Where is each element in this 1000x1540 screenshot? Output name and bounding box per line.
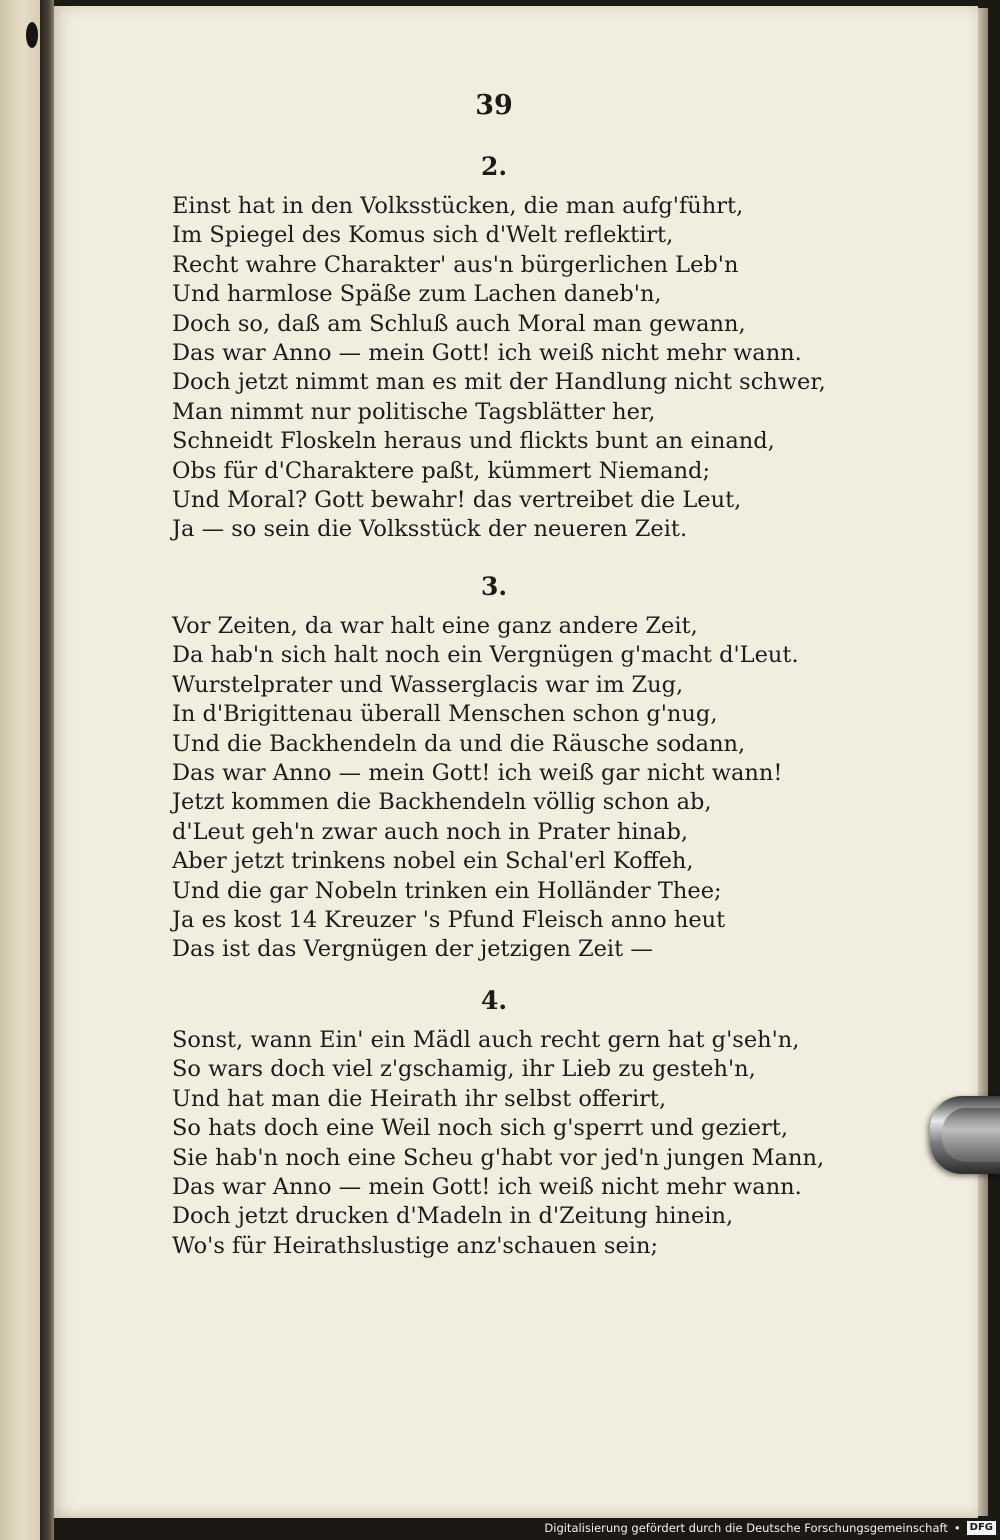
verse-line: Da hab'n sich halt noch ein Vergnügen g'macht d'Leut.: [172, 642, 799, 669]
verse-line: Das war Anno — mein Gott! ich weiß nicht mehr wann.: [172, 1174, 802, 1201]
verse-line: Ja es kost 14 Kreuzer 's Pfund Fleisch anno heut: [172, 907, 726, 934]
verse-line: Man nimmt nur politische Tagsblätter her,: [172, 398, 656, 425]
verse-line: Doch jetzt drucken d'Madeln in d'Zeitung hinein,: [172, 1203, 734, 1230]
footer-credit: [544, 1520, 996, 1536]
verse-line: Das ist das Vergnügen der jetzigen Zeit —: [172, 936, 653, 963]
verse-line: Das war Anno — mein Gott! ich weiß nicht mehr wann.: [172, 340, 802, 367]
binding-hole: [26, 22, 38, 48]
verse-line: Wo's für Heirathslustige anz'schauen sein;: [172, 1232, 659, 1259]
stanza-number-4: 4.: [480, 986, 508, 1015]
stanza-number-3: 3.: [480, 572, 508, 601]
verse-line: Und harmlose Späße zum Lachen daneb'n,: [172, 281, 662, 308]
stanza-4: [172, 1026, 825, 1261]
verse-line: Aber jetzt trinkens nobel ein Schal'erl Koffeh,: [172, 848, 694, 875]
verse-line: Vor Zeiten, da war halt eine ganz andere Zeit,: [172, 613, 698, 639]
verse-line: So hats doch eine Weil noch sich g'sperrt und geziert,: [172, 1115, 788, 1142]
footer-separator: •: [953, 1521, 961, 1535]
verse-line: Wurstelprater und Wasserglacis war im Zug,: [172, 671, 684, 698]
verse-line: Und hat man die Heirath ihr selbst offerirt,: [172, 1085, 667, 1112]
verse-line: Doch jetzt nimmt man es mit der Handlung nicht schwer,: [172, 369, 826, 396]
book-gutter: [40, 0, 54, 1540]
verse-line: Doch so, daß am Schluß auch Moral man gewann,: [172, 310, 746, 337]
page-number: 39: [475, 90, 513, 121]
verse-line: Das war Anno — mein Gott! ich weiß gar nicht wann!: [172, 760, 783, 787]
stanza-3: [172, 612, 822, 965]
footer-text: Digitalisierung gefördert durch die Deutsche Forschungsgemeinschaft: [544, 1521, 948, 1535]
verse-line: In d'Brigittenau überall Menschen schon g'nug,: [172, 701, 718, 728]
verse-line: Jetzt kommen die Backhendeln völlig schon ab,: [172, 789, 712, 816]
verse-line: Und Moral? Gott bewahr! das vertreibet die Leut,: [172, 487, 742, 514]
verse-line: Und die gar Nobeln trinken ein Holländer Thee;: [172, 877, 722, 904]
page-clip-highlight: [942, 1108, 1000, 1162]
verse-line: Recht wahre Charakter' aus'n bürgerlichen Leb'n: [172, 251, 739, 278]
verse-line: Im Spiegel des Komus sich d'Welt reflektirt,: [172, 222, 674, 249]
verse-line: Schneidt Floskeln heraus und flickts bunt an einand,: [172, 428, 775, 455]
verse-line: Sie hab'n noch eine Scheu g'habt vor jed'n jungen Mann,: [172, 1144, 825, 1171]
verse-line: Ja — so sein die Volksstück der neueren Zeit.: [172, 516, 688, 543]
stanza-2: [172, 192, 826, 545]
dfg-logo: DFG: [967, 1521, 996, 1535]
verse-line: So wars doch viel z'gschamig, ihr Lieb zu gesteh'n,: [172, 1056, 756, 1083]
verse-line: Und die Backhendeln da und die Räusche sodann,: [172, 730, 746, 757]
stanza-number-2: 2.: [480, 152, 508, 181]
verse-line: Sonst, wann Ein' ein Mädl auch recht gern hat g'seh'n,: [172, 1027, 800, 1053]
facing-page-edge: [0, 0, 40, 1540]
verse-line: Obs für d'Charaktere paßt, kümmert Niemand;: [172, 457, 711, 484]
verse-line: Einst hat in den Volksstücken, die man aufg'führt,: [172, 193, 744, 219]
page-stack-edge: [978, 8, 988, 1516]
verse-line: d'Leut geh'n zwar auch noch in Prater hinab,: [172, 818, 688, 845]
